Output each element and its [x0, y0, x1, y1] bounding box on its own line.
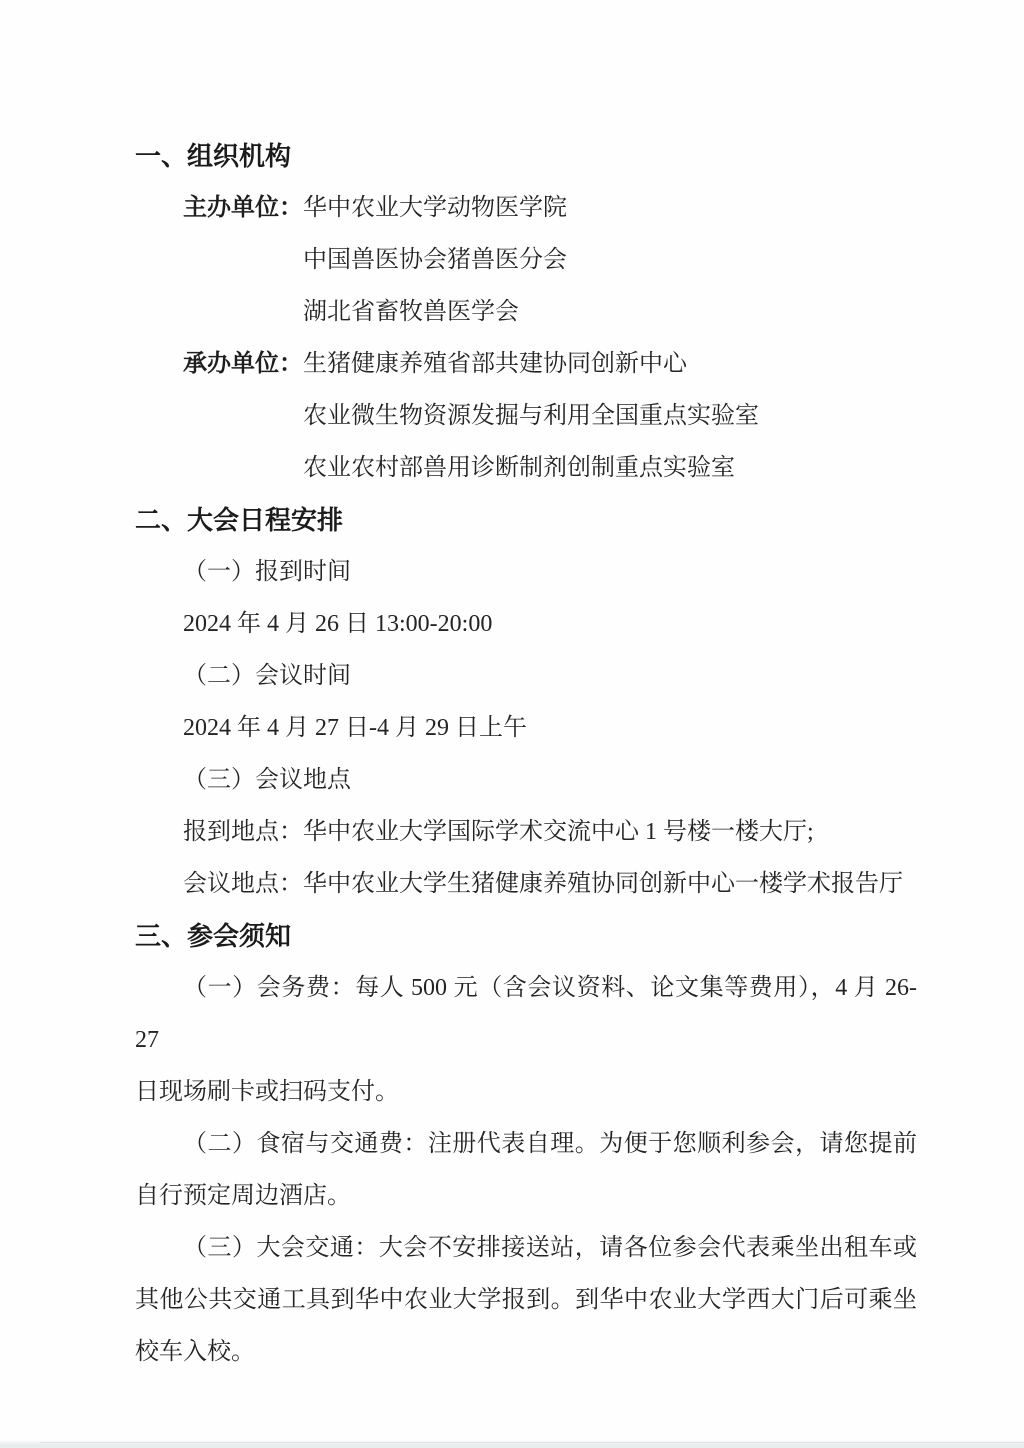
section-heading: 二、大会日程安排	[135, 505, 344, 535]
paragraph-line: 其他公共交通工具到华中农业大学报到。到华中农业大学西大门后可乘坐	[135, 1287, 917, 1313]
text-line: （三）会议地点	[183, 767, 351, 793]
organizer-group	[135, 338, 917, 494]
organizer-label: 承办单位：	[183, 351, 303, 377]
paragraph-line: 日现场刷卡或扫码支付。	[135, 1079, 399, 1105]
text-line: 2024 年 4 月 26 日 13:00-20:00	[183, 611, 493, 637]
paragraph-line: 校车入校。	[135, 1339, 255, 1365]
paragraph-line: （三）大会交通：大会不安排接送站，请各位参会代表乘坐出租车或	[183, 1235, 917, 1261]
organizer-group	[135, 182, 917, 338]
scan-edge-shadow	[0, 1440, 1024, 1448]
section-heading: 三、参会须知	[135, 921, 292, 951]
organizer-name: 生猪健康养殖省部共建协同创新中心	[303, 351, 687, 377]
text-line: 2024 年 4 月 27 日-4 月 29 日上午	[183, 715, 527, 741]
paragraph-line: （二）食宿与交通费：注册代表自理。为便于您顺利参会，请您提前	[183, 1131, 917, 1157]
scan-edge-line	[40, 1442, 1024, 1443]
document-content	[135, 130, 917, 1378]
section-heading: 一、组织机构	[135, 141, 292, 171]
organizer-name: 农业微生物资源发掘与利用全国重点实验室	[303, 403, 759, 429]
text-line: （二）会议时间	[183, 663, 351, 689]
organizer-name: 中国兽医协会猪兽医分会	[303, 247, 567, 273]
organizer-list	[303, 338, 917, 494]
text-line: 报到地点：华中农业大学国际学术交流中心 1 号楼一楼大厅;	[183, 819, 814, 845]
organizer-name: 农业农村部兽用诊断制剂创制重点实验室	[303, 455, 735, 481]
organizer-list	[303, 182, 917, 338]
organizer-label: 主办单位：	[183, 195, 303, 221]
text-line: （一）报到时间	[183, 559, 351, 585]
organizer-name: 华中农业大学动物医学院	[303, 195, 567, 221]
organizer-name: 湖北省畜牧兽医学会	[303, 299, 519, 325]
paragraph-line: （一）会务费：每人 500 元（含会议资料、论文集等费用），4 月 26-27	[135, 975, 917, 1053]
text-line: 会议地点：华中农业大学生猪健康养殖协同创新中心一楼学术报告厅	[183, 871, 903, 897]
paragraph-line: 自行预定周边酒店。	[135, 1183, 351, 1209]
